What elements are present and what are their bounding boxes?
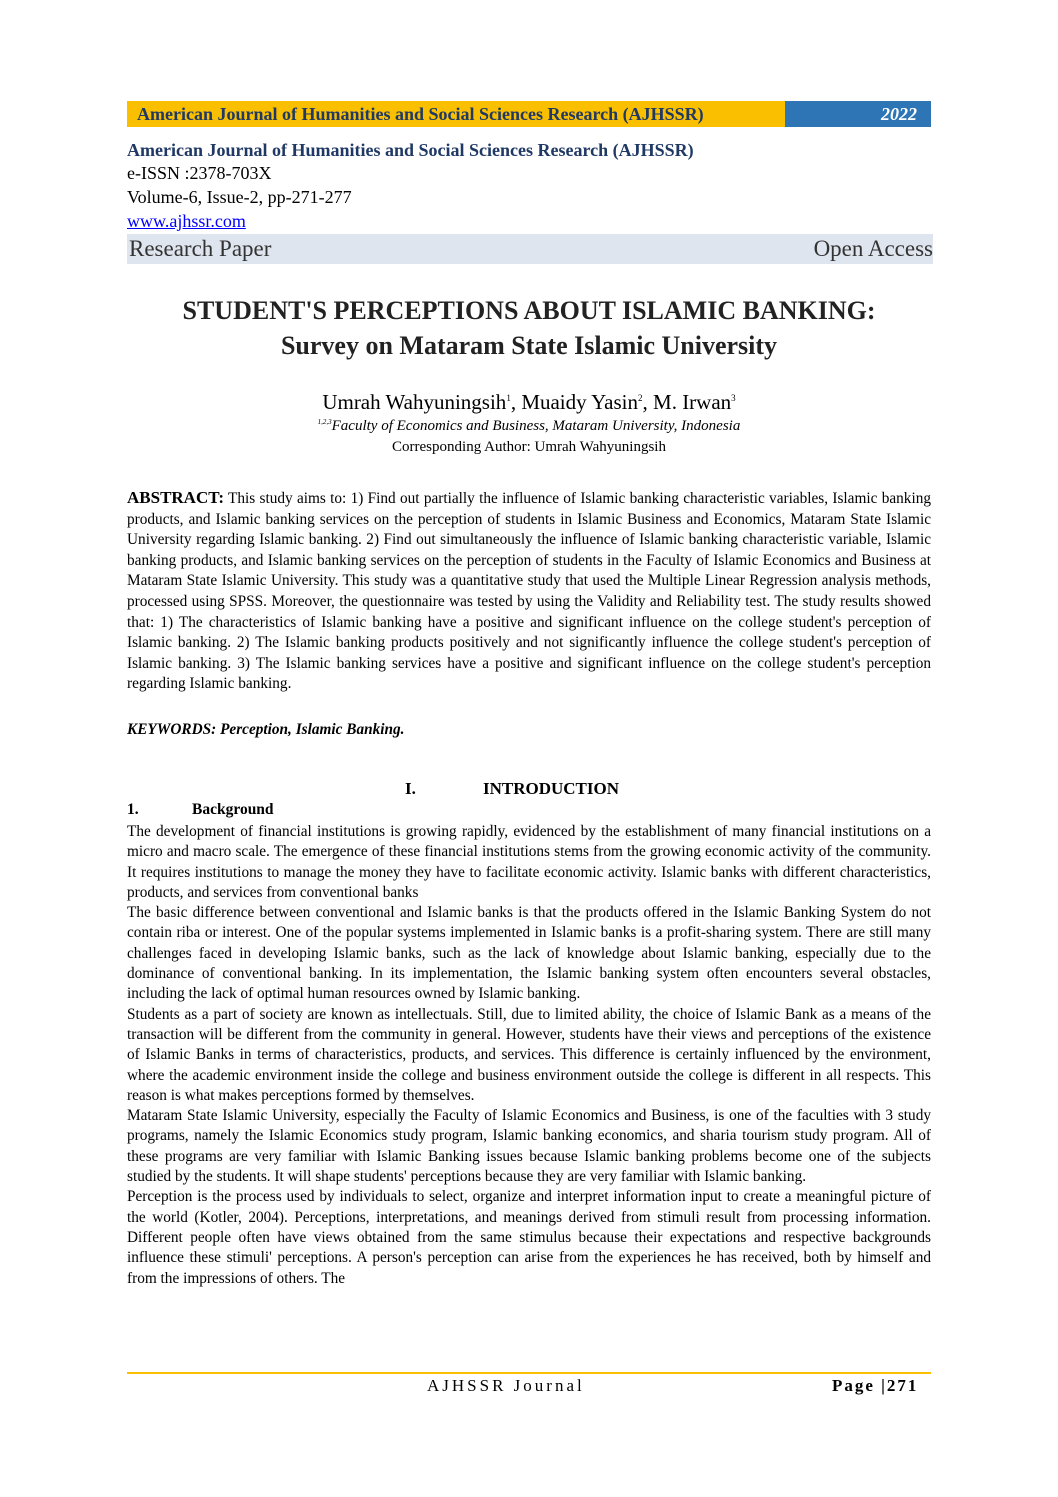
author-sup: 2 <box>638 393 643 403</box>
paragraph: Perception is the process used by individuals to select, organize and interpret information input to create a meaningful picture of the world (Kotler, 2004). Perceptions, interpretations, and meanings derived from stimuli result from processing information. Different people often have views obtained from the same stimulus because their expectations and respective backgrounds influence these stimuli' perceptions. A person's perception can arise from the experiences he has received, both by himself and from the impressions of others. The <box>127 1188 931 1287</box>
abstract-label: ABSTRACT: <box>127 488 224 507</box>
author-sup: 1 <box>506 393 511 403</box>
access-type: Open Access <box>813 236 933 261</box>
header-journal-name: American Journal of Humanities and Social Sciences Research (AJHSSR) <box>127 101 785 127</box>
subsection-number: 1. <box>127 801 139 818</box>
paper-type: Research Paper <box>129 236 272 261</box>
paper-type-bar <box>127 234 933 264</box>
paragraph: The development of financial institutions is growing rapidly, evidenced by the establishment of many financial institutions on a micro and macro scale. The emergence of these financial institutions stems from the growing economic activity of the community. It requires institutions to manage the money they have to facilitate economic activity. Islamic banks with different characteristics, products, and services from conventional banks <box>127 823 931 901</box>
affiliation-text: Faculty of Economics and Business, Mataram University, Indonesia <box>331 418 741 434</box>
journal-title: American Journal of Humanities and Social Sciences Research (AJHSSR) <box>127 140 694 160</box>
article-title-line1: STUDENT'S PERCEPTIONS ABOUT ISLAMIC BANKING: <box>182 296 876 325</box>
issn: e-ISSN :2378-703X <box>127 163 272 183</box>
abstract-text: This study aims to: 1) Find out partially the influence of Islamic banking characteristic variables, Islamic banking products, and Islamic banking services on the perception of students in Islamic Business and Economics, Mataram State Islamic University regarding Islamic banking. 2) Find out simultaneously the influence of Islamic banking characteristic variable, Islamic banking products, and Islamic banking services on the perception of students in the Faculty of Islamic Economics and Business at Mataram State Islamic University. This study was a quantitative study that used the Multiple Linear Regression analysis methods, processed using SPSS. Moreover, the questionnaire was tested by using the Validity and Reliability test. The study results showed that: 1) The characteristics of Islamic banking have a positive and significant influence on the college student's perception of Islamic banking. 2) The Islamic banking products positively and not significantly influence the college student's perception of Islamic banking. 3) The Islamic banking services have a positive and significant influence on the college student's perception regarding Islamic banking. <box>127 490 931 693</box>
journal-link[interactable]: www.ajhssr.com <box>127 211 246 231</box>
abstract <box>127 488 931 695</box>
affiliation-sup: 1,2,3 <box>317 418 332 426</box>
affiliation <box>0 418 1058 435</box>
section-title: INTRODUCTION <box>483 779 620 798</box>
author-name: M. Irwan <box>653 390 732 414</box>
section-number: I. <box>405 779 416 798</box>
footer-rule <box>127 1372 931 1374</box>
article-title-line2: Survey on Mataram State Islamic University <box>280 331 778 360</box>
volume-info: Volume-6, Issue-2, pp-271-277 <box>127 187 352 207</box>
author-name: Umrah Wahyuningsih <box>322 390 507 414</box>
author-list: Umrah Wahyuningsih$^1$, Muaidy Yasin$^2$, M. Irwan$^3$ <box>322 390 736 414</box>
footer-page-number: Page |271 <box>832 1376 919 1395</box>
author-sup: 3 <box>731 393 736 403</box>
body-text <box>127 822 931 1289</box>
paragraph: Students as a part of society are known as intellectuals. Still, due to limited ability, the choice of Islamic Bank as a means of the transaction will be different from the community in general. However, students have their views and perceptions of the existence of Islamic Banks in terms of characteristics, products, and services. This difference is certainly influenced by the environment, where the academic environment inside the college and business environment outside the college is different in all respects. This reason is what makes perceptions formed by themselves. <box>127 1005 931 1104</box>
paragraph: The basic difference between conventional and Islamic banks is that the products offered in the Islamic Banking System do not contain riba or interest. One of the popular systems implemented in Islamic banks is a profit-sharing system. There are still many challenges faced in developing Islamic banks, such as the lack of knowledge about Islamic banking, especially due to the dominance of conventional banking. In its implementation, the Islamic banking system often encounters several obstacles, including the lack of optimal human resources owned by Islamic banking. <box>127 904 931 1003</box>
footer-journal: AJHSSR Journal <box>427 1376 585 1395</box>
author-name: Muaidy Yasin <box>521 390 639 414</box>
keywords: KEYWORDS: Perception, Islamic Banking. <box>127 721 405 738</box>
header-year: 2022 <box>785 101 931 127</box>
running-header <box>127 101 931 127</box>
paragraph: Mataram State Islamic University, especially the Faculty of Islamic Economics and Business, is one of the faculties with 3 study programs, namely the Islamic Economics study program, Islamic banking economics, and sharia tourism study program. All of these programs are very familiar with Islamic Banking issues because Islamic banking problems become one of the subjects studied by the students. It will shape students' perceptions because they are very familiar with Islamic banking. <box>127 1107 931 1186</box>
corresponding-author: Corresponding Author: Umrah Wahyuningsih <box>392 439 666 455</box>
subsection-title: Background <box>192 801 274 818</box>
